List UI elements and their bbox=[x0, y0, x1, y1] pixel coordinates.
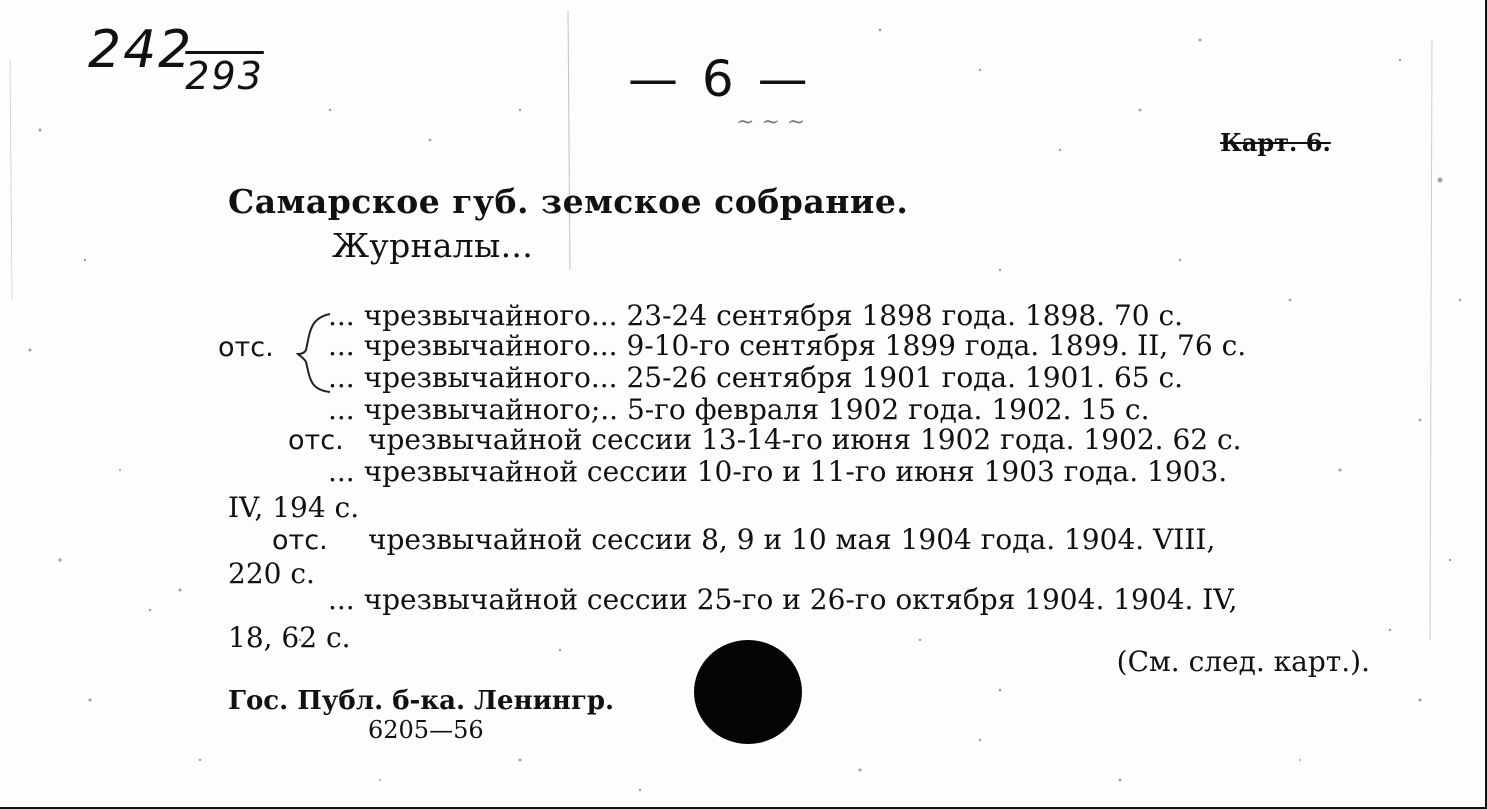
entry-mark: отс. bbox=[218, 332, 274, 363]
entry-7-continuation: 220 с. bbox=[228, 557, 315, 590]
punch-hole bbox=[694, 640, 802, 744]
card-subheading: Журналы... bbox=[332, 226, 533, 265]
entry-prefix: ... bbox=[328, 299, 355, 332]
entry-8 bbox=[228, 584, 1376, 616]
entry-prefix: ... bbox=[328, 583, 355, 616]
entry-text: чрезвычайного... 9-10-го сентября 1899 года. 1899. II, 76 с. bbox=[363, 329, 1247, 362]
card-number: Карт. 6. bbox=[1220, 128, 1331, 157]
entry-text: чрезвычайной сессии 13-14-го июня 1902 года. 1902. 62 с. bbox=[368, 423, 1242, 456]
shelfmark-main: 242 bbox=[88, 20, 194, 80]
entry-3 bbox=[228, 362, 1376, 394]
card-heading: Самарское губ. земское собрание. bbox=[228, 182, 909, 221]
entry-7 bbox=[228, 524, 1376, 556]
entry-prefix: ... bbox=[328, 329, 355, 362]
entry-6-continuation: IV, 194 с. bbox=[228, 491, 360, 524]
entry-prefix: ... bbox=[328, 455, 355, 488]
entry-text: чрезвычайного;.. 5-го февраля 1902 года. 1902. 15 с. bbox=[363, 393, 1150, 426]
entry-text: чрезвычайного... 25-26 сентября 1901 года. 1901. 65 с. bbox=[363, 361, 1184, 394]
shelfmark bbox=[88, 20, 272, 98]
see-next-card: (См. след. карт.). bbox=[1116, 645, 1370, 678]
inventory-number: 6205—56 bbox=[368, 716, 484, 744]
pencil-scribble: ~ ~ ~ bbox=[736, 110, 806, 135]
entry-text: чрезвычайной сессии 8, 9 и 10 мая 1904 года. 1904. VIII, bbox=[368, 523, 1216, 556]
shelfmark-sub: 293 bbox=[185, 54, 264, 98]
entry-1 bbox=[228, 300, 1376, 332]
entry-2 bbox=[228, 330, 1376, 362]
entry-text: чрезвычайной сессии 10-го и 11-го июня 1903 года. 1903. bbox=[363, 455, 1228, 488]
entry-6 bbox=[228, 456, 1376, 488]
entry-8-continuation: 18, 62 с. bbox=[228, 621, 351, 654]
library-name: Гос. Публ. б-ка. Ленингр. bbox=[228, 686, 615, 716]
page-number: — 6 — bbox=[628, 50, 812, 108]
entry-mark: отс. bbox=[272, 525, 328, 556]
entry-text: чрезвычайной сессии 25-го и 26-го октября 1904. 1904. IV, bbox=[363, 583, 1238, 616]
entry-mark: отс. bbox=[288, 425, 344, 456]
entry-4 bbox=[228, 394, 1376, 426]
entry-5 bbox=[228, 424, 1376, 456]
entry-text: чрезвычайного... 23-24 сентября 1898 года. 1898. 70 с. bbox=[363, 299, 1184, 332]
entry-prefix: ... bbox=[328, 393, 355, 426]
entry-prefix: ... bbox=[328, 361, 355, 394]
